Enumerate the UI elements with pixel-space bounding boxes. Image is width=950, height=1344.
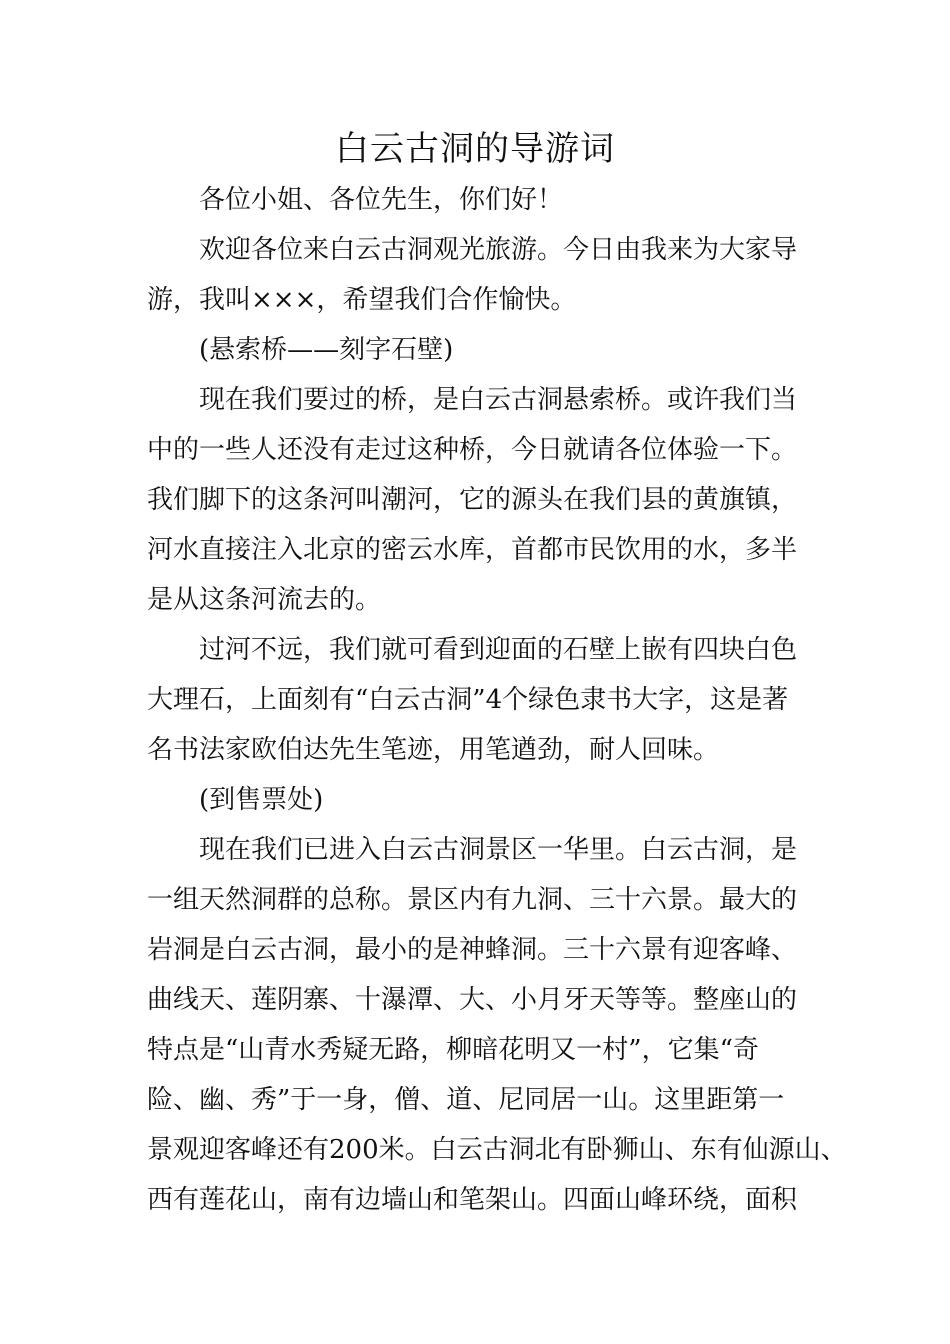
text-line: 险、幽、秀”于一身，僧、道、尼同居一山。这里距第一 xyxy=(147,1085,785,1115)
text-line: 岩洞是白云古洞，最小的是神蜂洞。三十六景有迎客峰、 xyxy=(147,935,798,965)
text-line: 景观迎客峰还有200米。白云古洞北有卧狮山、东有仙源山、 xyxy=(147,1135,847,1165)
text-line: 特点是“山青水秀疑无路，柳暗花明又一村”，它集“奇 xyxy=(147,1035,759,1065)
text-line: 过河不远，我们就可看到迎面的石壁上嵌有四块白色 xyxy=(199,635,798,665)
section-heading: (到售票处) xyxy=(199,785,324,815)
text-line: 现在我们要过的桥，是白云古洞悬索桥。或许我们当 xyxy=(199,385,798,415)
text-line: 现在我们已进入白云古洞景区一华里。白云古洞，是 xyxy=(199,835,798,865)
text-line: 曲线天、莲阴寨、十瀑潭、大、小月牙天等等。整座山的 xyxy=(147,985,798,1015)
document-title: 白云古洞的导游词 xyxy=(335,129,615,169)
text-line: 西有莲花山，南有边墙山和笔架山。四面山峰环绕，面积 xyxy=(147,1185,798,1215)
text-line: 河水直接注入北京的密云水库，首都市民饮用的水，多半 xyxy=(147,535,798,565)
text-line: 一组天然洞群的总称。景区内有九洞、三十六景。最大的 xyxy=(147,885,798,915)
text-line: 大理石，上面刻有“白云古洞”4个绿色隶书大字，这是著 xyxy=(147,685,789,715)
text-line: 中的一些人还没有走过这种桥，今日就请各位体验一下。 xyxy=(147,435,798,465)
text-line: 游，我叫×××，希望我们合作愉快。 xyxy=(147,285,577,315)
text-line: 名书法家欧伯达先生笔迹，用笔遒劲，耐人回味。 xyxy=(147,735,720,765)
section-heading: (悬索桥——刻字石壁) xyxy=(199,335,454,365)
document-body xyxy=(147,175,847,1225)
text-line: 是从这条河流去的。 xyxy=(147,585,382,615)
text-line: 我们脚下的这条河叫潮河，它的源头在我们县的黄旗镇， xyxy=(147,485,798,515)
text-line: 欢迎各位来白云古洞观光旅游。今日由我来为大家导 xyxy=(199,235,798,265)
text-line: 各位小姐、各位先生，你们好！ xyxy=(199,185,564,215)
